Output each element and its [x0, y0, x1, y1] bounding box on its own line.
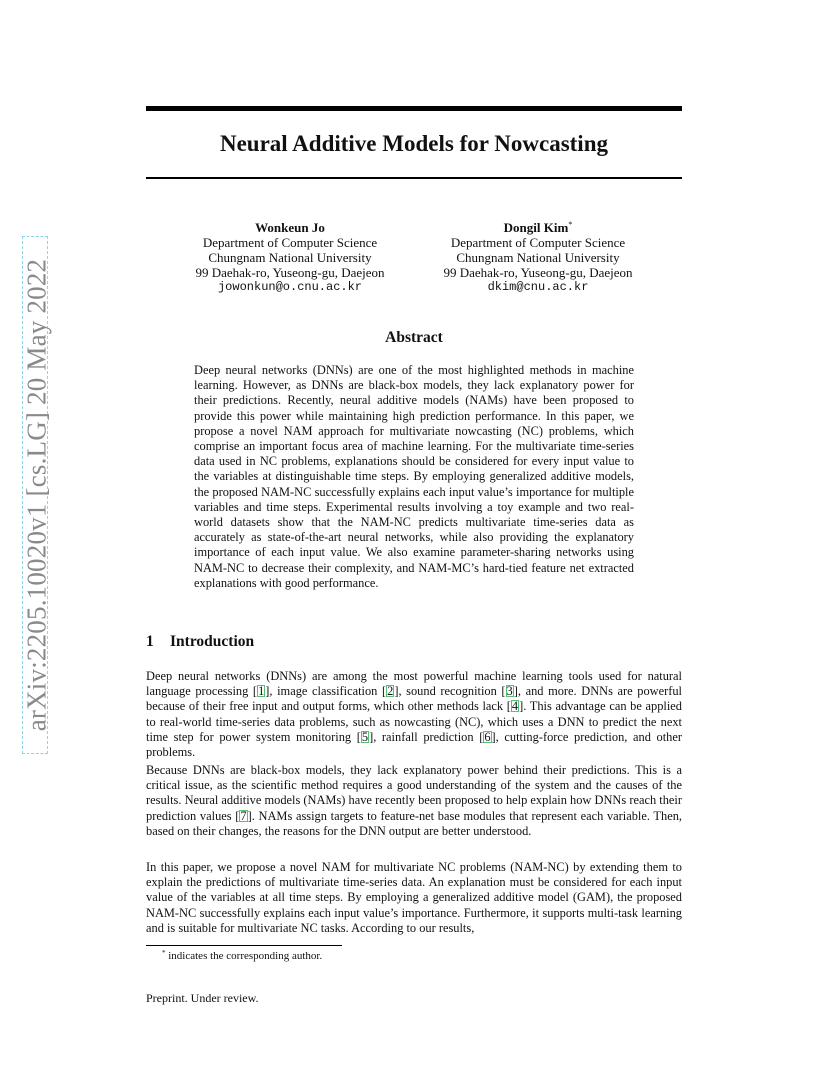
author-name: Dongil Kim* [503, 220, 573, 235]
author-block-2 [408, 217, 668, 295]
intro-paragraph-2: Because DNNs are black-box models, they lack explanatory power behind their predictions. This is a critical issue, as the scientific method requires a good understanding of the system and the causes of the results. Neural additive models (NAMs) have recently been proposed to help explain how DNNs reach their prediction values [7]. NAMs assign targets to feature-net base modules that represent each variable. Then, based on their changes, the reasons for the DNN output are better understood. [146, 763, 682, 838]
footnote-rule [146, 945, 342, 946]
author-name: Wonkeun Jo [255, 220, 325, 235]
abstract-text: Deep neural networks (DNNs) are one of the most highlighted methods in machine learning. However, as DNNs are black-box models, they lack explanatory power for their predictions. Recently, neural additive models (NAMs) have been proposed to provide this power while maintaining high prediction performance. In this paper, we propose a novel NAM approach for multivariate nowcasting (NC) problems, which comprise an important focus area of machine learning. For the multivariate time-series data used in NC problems, explanations should be considered for every input value to the variables at distinguishable time steps. By employing generalized additive models, the proposed NAM-NC successfully explains each input value’s importance for multiple variables and time steps. Experimental results involving a toy example and two real-world datasets show that the NAM-NC predicts multivariate time-series data as accurately as state-of-the-art neural networks, while also providing the explanatory importance of each input value. We also examine parameter-sharing networks using NAM-NC to decrease their complexity, and NAM-MC’s hard-tied feature net extracted explanations with good performance. [194, 363, 634, 590]
author-email[interactable]: jowonkun@o.cnu.ac.kr [217, 280, 363, 294]
citation-link[interactable]: 7 [240, 808, 247, 823]
citation-link[interactable]: 6 [484, 729, 491, 744]
paper-title: Neural Additive Models for Nowcasting [219, 131, 608, 156]
arxiv-identifier[interactable]: arXiv:2205.10020v1 [cs.LG] 20 May 2022 [21, 258, 52, 732]
author-email[interactable]: dkim@cnu.ac.kr [487, 280, 589, 294]
citation-link[interactable]: 3 [506, 684, 513, 699]
section-number: 1 [146, 633, 154, 650]
author-address: 99 Daehak-ro, Yuseong-gu, Daejeon [443, 265, 633, 280]
footnote-mark: * [162, 949, 166, 957]
citation-link[interactable]: 4 [511, 699, 519, 714]
arxiv-sidebar[interactable] [22, 245, 52, 745]
footnote: * indicates the corresponding author. [162, 949, 323, 962]
corresponding-author-mark: * [568, 220, 573, 229]
preprint-notice: Preprint. Under review. [146, 991, 259, 1005]
title-bottom-rule [146, 177, 682, 179]
citation-link[interactable]: 2 [387, 684, 394, 699]
section-heading-introduction [146, 633, 682, 651]
author-block-1 [160, 217, 420, 295]
author-address: 99 Daehak-ro, Yuseong-gu, Daejeon [195, 265, 385, 280]
title-top-rule [146, 106, 682, 111]
author-university: Chungnam National University [208, 250, 372, 265]
author-department: Department of Computer Science [450, 235, 626, 250]
citation-link[interactable]: 1 [258, 684, 265, 699]
section-title: Introduction [170, 633, 255, 650]
author-university: Chungnam National University [456, 250, 620, 265]
intro-paragraph-1: Deep neural networks (DNNs) are among the most powerful machine learning tools used for natural language processing [1], image classification [2], sound recognition [3], and more. DNNs are powerful because of their free input and output forms, which other methods lack [4]. This advantage can be applied to real-world time-series data problems, such as nowcasting (NC), which uses a DNN to predict the next time step for power system monitoring [5], rainfall prediction [6], cutting-force prediction, and other problems. [146, 669, 683, 760]
author-department: Department of Computer Science [202, 235, 378, 250]
intro-paragraph-3: In this paper, we propose a novel NAM for multivariate NC problems (NAM-NC) by extending them to explain the predictions of multivariate time-series data. An explanation must be considered for each input value of the variables at all time steps. By employing a generalized additive model (GAM), the proposed NAM-NC successfully explains each input value’s importance. Furthermore, it supports multi-task learning and is suitable for multivariate NC tasks. According to our results, [146, 860, 682, 935]
citation-link[interactable]: 5 [361, 729, 369, 744]
abstract-heading: Abstract [385, 329, 443, 346]
